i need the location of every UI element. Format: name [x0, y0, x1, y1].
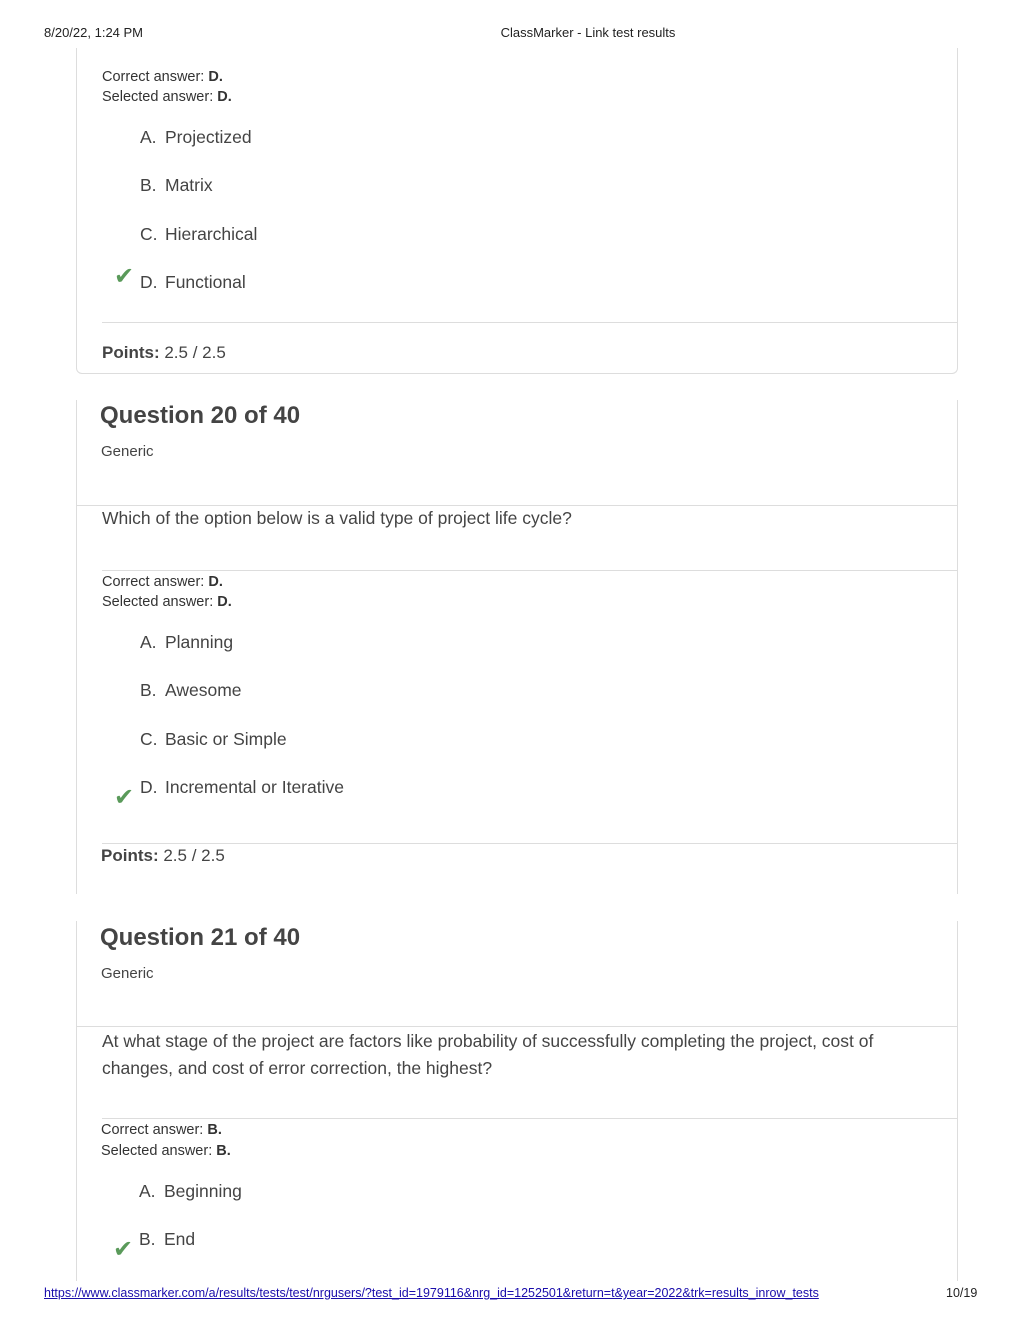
- points-line: Points: 2.5 / 2.5: [102, 343, 226, 362]
- check-mark-icon: ✔: [113, 1236, 134, 1263]
- document-title: ClassMarker - Link test results: [500, 25, 676, 40]
- option-d: D. Functional: [140, 272, 246, 292]
- divider: [102, 570, 957, 571]
- question-card-21: [76, 921, 958, 1281]
- divider: [102, 1118, 957, 1119]
- correct-answer-line: Correct answer: D.: [102, 69, 223, 85]
- question-category: Generic: [101, 965, 154, 982]
- selected-answer-line: Selected answer: D.: [102, 89, 232, 105]
- check-mark-icon: ✔: [114, 263, 135, 290]
- check-mark-icon: ✔: [114, 784, 135, 811]
- page-header: [0, 25, 1024, 41]
- option-b: B. Matrix: [140, 175, 213, 195]
- print-date: 8/20/22, 1:24 PM: [44, 25, 144, 40]
- page-number: 10/19: [946, 1286, 978, 1300]
- selected-answer-line: Selected answer: B.: [101, 1143, 231, 1159]
- question-text: Which of the option below is a valid type of project life cycle?: [102, 508, 572, 528]
- option-a: A. Planning: [140, 632, 234, 652]
- correct-answer-line: Correct answer: D.: [102, 574, 223, 590]
- divider: [76, 1026, 957, 1027]
- option-b: B. Awesome: [140, 680, 242, 700]
- question-title: Question 20 of 40: [100, 402, 301, 429]
- option-c: C. Basic or Simple: [140, 729, 287, 749]
- question-text: At what stage of the project are factors like probability of successfully completing the project, cost of changes, and cost of error correction, the highest?: [102, 1031, 874, 1078]
- option-a: A. Beginning: [139, 1181, 242, 1201]
- option-a: A. Projectized: [140, 127, 252, 147]
- option-c: C. Hierarchical: [140, 224, 258, 244]
- option-b: B. End: [139, 1229, 196, 1249]
- question-category: Generic: [101, 443, 154, 460]
- divider: [102, 322, 957, 323]
- correct-answer-line: Correct answer: B.: [101, 1122, 222, 1138]
- page-url-link[interactable]: https://www.classmarker.com/a/results/tests/test/nrgusers/?test_id=1979116&nrg_id=1252501&return=t&year=2022&trk=results_inrow_tests: [44, 1286, 819, 1300]
- selected-answer-line: Selected answer: D.: [102, 594, 232, 610]
- question-title: Question 21 of 40: [100, 924, 301, 951]
- option-d: D. Incremental or Iterative: [140, 777, 344, 797]
- divider: [102, 843, 957, 844]
- points-line: Points: 2.5 / 2.5: [101, 846, 225, 865]
